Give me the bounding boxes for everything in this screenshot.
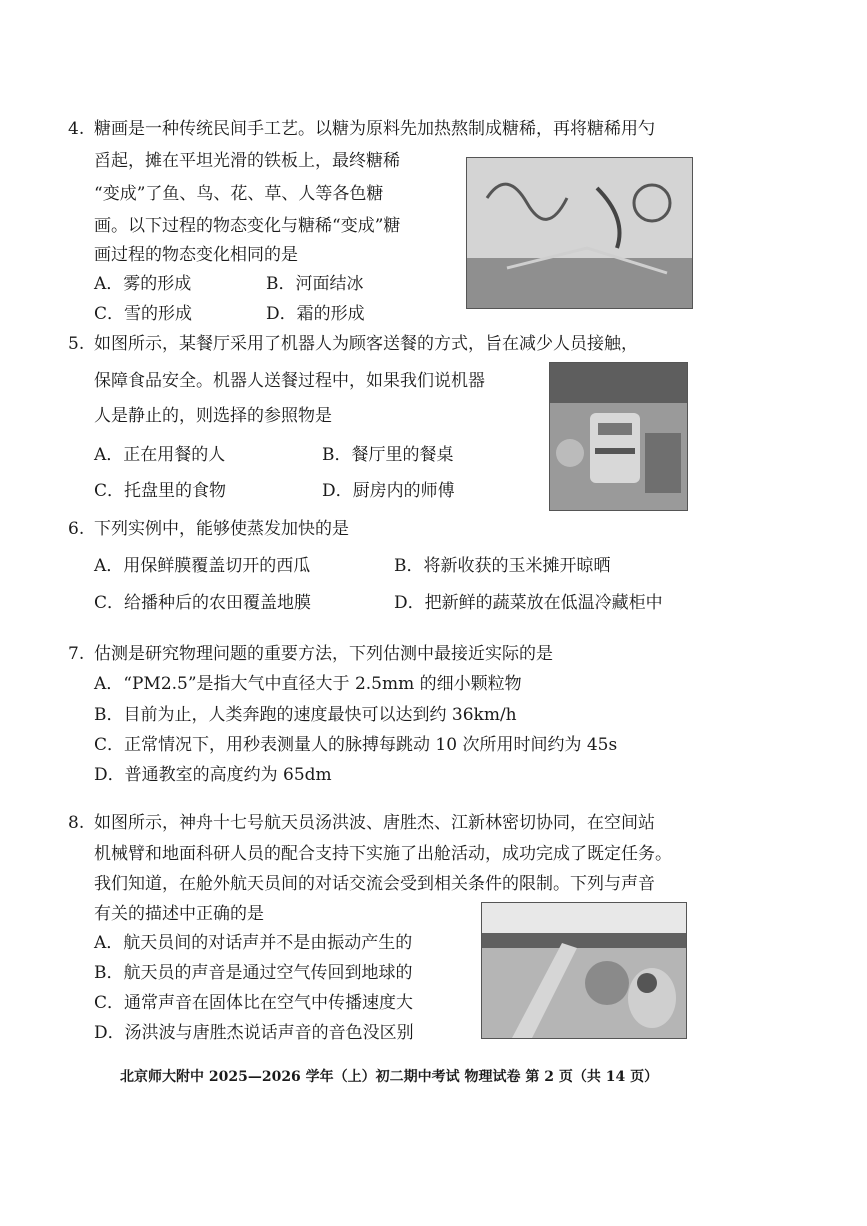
sugar-painting-photo: [466, 157, 693, 309]
question-4-line-1: 4. 糖画是一种传统民间手工艺。以糖为原料先加热熬制成糖稀，再将糖稀用勺: [68, 119, 655, 139]
question-8-option-d: D．汤洪波与唐胜杰说话声音的音色没区别: [94, 1023, 414, 1043]
question-8-option-b: B．航天员的声音是通过空气传回到地球的: [94, 963, 413, 983]
question-4-line-5: 画过程的物态变化相同的是: [94, 245, 298, 265]
question-6-option-a: A．用保鲜膜覆盖切开的西瓜: [94, 556, 311, 576]
question-4-option-a: A．雾的形成: [94, 274, 192, 294]
question-5-option-d: D．厨房内的师傅: [322, 481, 455, 501]
delivery-robot-image: [550, 363, 687, 510]
question-4-option-d: D．霜的形成: [266, 304, 365, 324]
question-5-option-b: B．餐厅里的餐桌: [322, 445, 454, 465]
page-footer: 北京师大附中 2025—2026 学年（上）初二期中考试 物理试卷 第 2 页（共 14 页）: [120, 1069, 659, 1085]
sugar-painting-image: [467, 158, 692, 308]
question-8-option-c: C．通常声音在固体比在空气中传播速度大: [94, 993, 414, 1013]
question-4-line-3: “变成”了鱼、鸟、花、草、人等各色糖: [94, 184, 384, 204]
question-4-number: 4.: [68, 119, 85, 139]
question-5-line-1: 5. 如图所示，某餐厅采用了机器人为顾客送餐的方式，旨在减少人员接触，: [68, 334, 638, 354]
question-8-line-2: 机械臂和地面科研人员的配合支持下实施了出舱活动，成功完成了既定任务。: [94, 844, 672, 864]
question-5-option-c: C．托盘里的食物: [94, 481, 227, 501]
question-8-number: 8.: [68, 813, 85, 833]
question-7-option-c: C．正常情况下，用秒表测量人的脉搏每跳动 10 次所用时间约为 45s: [94, 735, 618, 755]
astronauts-image: [482, 903, 686, 1038]
question-5-line-2: 保障食品安全。机器人送餐过程中，如果我们说机器: [94, 371, 485, 391]
question-7-option-b: B．目前为止，人类奔跑的速度最快可以达到约 36km/h: [94, 705, 517, 725]
question-7-option-a: A．“PM2.5”是指大气中直径大于 2.5mm 的细小颗粒物: [94, 674, 522, 694]
question-6-number: 6.: [68, 519, 85, 539]
question-4-line-4: 画。以下过程的物态变化与糖稀“变成”糖: [94, 216, 401, 236]
question-6-option-c: C．给播种后的农田覆盖地膜: [94, 593, 312, 613]
question-4-option-c: C．雪的形成: [94, 304, 193, 324]
question-6-line-1: 6. 下列实例中，能够使蒸发加快的是: [68, 519, 349, 539]
question-5-number: 5.: [68, 334, 85, 354]
question-6-option-b: B．将新收获的玉米摊开晾晒: [394, 556, 611, 576]
delivery-robot-photo: [549, 362, 688, 511]
question-8-line-1: 8. 如图所示，神舟十七号航天员汤洪波、唐胜杰、江新林密切协同，在空间站: [68, 813, 655, 833]
question-7-number: 7.: [68, 644, 85, 664]
question-4-line-2: 舀起，摊在平坦光滑的铁板上，最终糖稀: [94, 151, 400, 171]
question-6-option-d: D．把新鲜的蔬菜放在低温冷藏柜中: [394, 593, 663, 613]
question-7-option-d: D．普通教室的高度约为 65dm: [94, 765, 332, 785]
question-8-option-a: A．航天员间的对话声并不是由振动产生的: [94, 933, 413, 953]
question-5-line-3: 人是静止的，则选择的参照物是: [94, 406, 332, 426]
question-4-option-b: B．河面结冰: [266, 274, 364, 294]
question-8-line-3: 我们知道，在舱外航天员间的对话交流会受到相关条件的限制。下列与声音: [94, 874, 655, 894]
question-5-option-a: A．正在用餐的人: [94, 445, 226, 465]
question-7-line-1: 7. 估测是研究物理问题的重要方法，下列估测中最接近实际的是: [68, 644, 553, 664]
question-8-line-4: 有关的描述中正确的是: [94, 904, 264, 924]
astronauts-photo: [481, 902, 687, 1039]
